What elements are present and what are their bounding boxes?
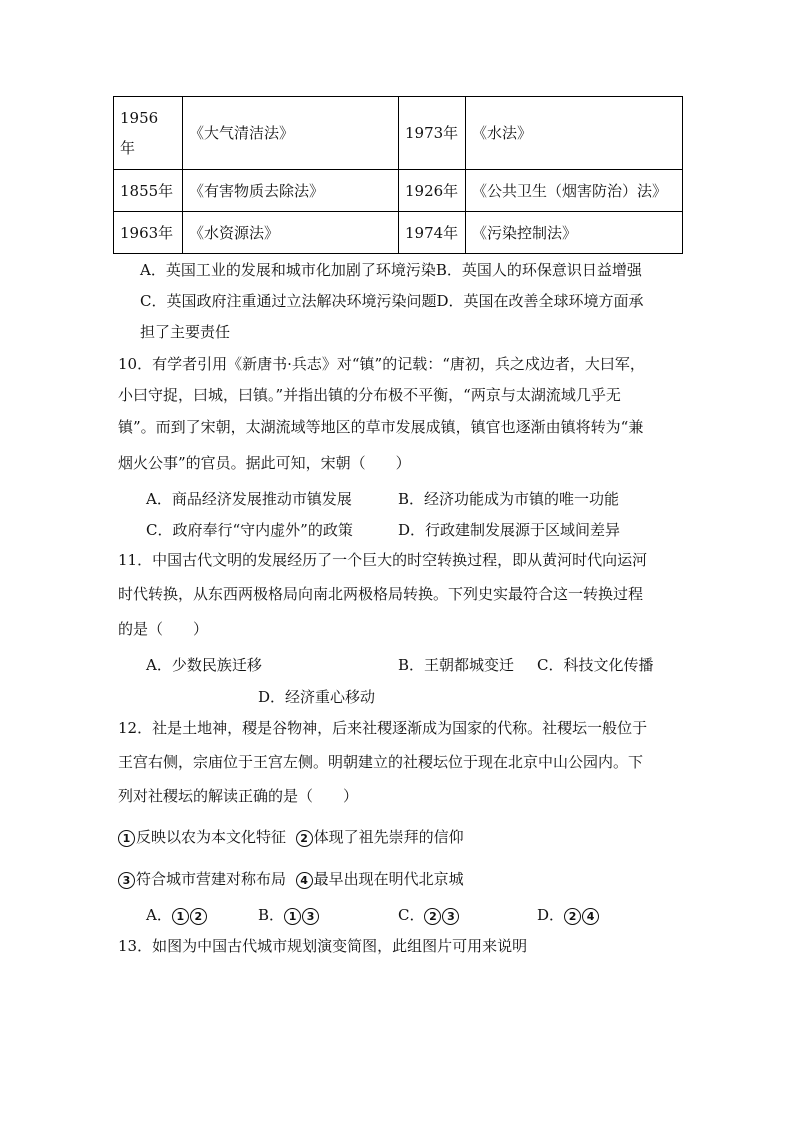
circled-number-1: 1 — [118, 830, 135, 847]
circled-number-2: 2 — [424, 908, 441, 925]
table-cell-law: 《水资源法》 — [183, 212, 399, 254]
q9-option-cd: C．英国政府注重通过立法解决环境污染问题D．英国在改善全球环境方面承 — [140, 292, 644, 310]
q11-option-c: C．科技文化传播 — [537, 656, 654, 674]
table-row — [114, 170, 683, 212]
q11-stem-line3: 的是（ ） — [118, 620, 209, 638]
q12-statements-row1 — [118, 826, 464, 848]
q10-stem-line1: 10．有学者引用《新唐书·兵志》对“镇”的记载：“唐初，兵之戍边者，大曰军， — [118, 355, 645, 373]
q11-option-d: D．经济重心移动 — [258, 688, 376, 706]
table-cell-law: 《大气清洁法》 — [183, 97, 399, 170]
circled-number-1: 1 — [284, 908, 301, 925]
q12-option-c: C． 2 3 — [398, 904, 460, 926]
table-cell-year: 1855年 — [114, 170, 183, 212]
table-cell-year: 1956年 — [114, 97, 183, 170]
q12-option-d: D． 2 4 — [537, 904, 600, 926]
q12-stem-line3: 列对社稷坛的解读正确的是（ ） — [118, 787, 359, 805]
q10-option-c: C．政府奉行“守内虚外”的政策 — [146, 521, 353, 539]
q12-statement-1: 反映以农为本文化特征 — [136, 828, 287, 846]
q12-statement-2: 体现了祖先崇拜的信仰 — [313, 828, 464, 846]
q11-stem-line2: 时代转换，从东西两极格局向南北两极格局转换。下列史实最符合这一转换过程 — [118, 585, 644, 603]
laws-table — [113, 96, 683, 254]
q9-option-ab: A．英国工业的发展和城市化加剧了环境污染B．英国人的环保意识日益增强 — [140, 261, 642, 279]
circled-number-3: 3 — [302, 908, 319, 925]
q12-option-a: A． 1 2 — [146, 904, 208, 926]
circled-number-3: 3 — [118, 872, 135, 889]
q10-option-b: B．经济功能成为市镇的唯一功能 — [398, 490, 620, 508]
q11-option-a: A．少数民族迁移 — [146, 656, 262, 674]
q11-stem-line1: 11．中国古代文明的发展经历了一个巨大的时空转换过程，即从黄河时代向运河 — [118, 551, 648, 569]
table-cell-year: 1973年 — [399, 97, 466, 170]
q10-stem-line4: 烟火公事”的官员。据此可知，宋朝（ ） — [118, 454, 411, 472]
circled-number-4: 4 — [296, 872, 313, 889]
q12-stem-line1: 12．社是土地神，稷是谷物神，后来社稷逐渐成为国家的代称。社稷坛一般位于 — [118, 719, 648, 737]
q11-option-b: B．王朝都城变迁 — [398, 656, 515, 674]
q10-option-d: D．行政建制发展源于区域间差异 — [398, 521, 621, 539]
q9-option-cd-cont: 担了主要责任 — [140, 323, 231, 341]
q12-statements-row2 — [118, 868, 464, 890]
q12-statement-3: 符合城市营建对称布局 — [136, 870, 287, 888]
table-cell-law: 《公共卫生（烟害防治）法》 — [466, 170, 683, 212]
circled-number-2: 2 — [296, 830, 313, 847]
table-row — [114, 97, 683, 170]
table-cell-year: 1963年 — [114, 212, 183, 254]
q12-statement-4: 最早出现在明代北京城 — [313, 870, 464, 888]
table-cell-law: 《有害物质去除法》 — [183, 170, 399, 212]
table-cell-law: 《污染控制法》 — [466, 212, 683, 254]
table-row — [114, 212, 683, 254]
circled-number-1: 1 — [172, 908, 189, 925]
q10-stem-line2: 小曰守捉，曰城，曰镇。”并指出镇的分布极不平衡，“两京与太湖流域几乎无 — [118, 386, 621, 404]
table-cell-year: 1974年 — [399, 212, 466, 254]
q12-stem-line2: 王宫右侧，宗庙位于王宫左侧。明朝建立的社稷坛位于现在北京中山公园内。下 — [118, 753, 644, 771]
q12-option-b: B． 1 3 — [258, 904, 320, 926]
table-cell-year: 1926年 — [399, 170, 466, 212]
circled-number-2: 2 — [190, 908, 207, 925]
q10-stem-line3: 镇”。而到了宋朝，太湖流域等地区的草市发展成镇，镇官也逐渐由镇将转为“兼 — [118, 418, 644, 436]
q13-stem-line1: 13．如图为中国古代城市规划演变简图，此组图片可用来说明 — [118, 937, 528, 955]
circled-number-2: 2 — [564, 908, 581, 925]
circled-number-3: 3 — [442, 908, 459, 925]
table-cell-law: 《水法》 — [466, 97, 683, 170]
q10-option-a: A．商品经济发展推动市镇发展 — [146, 490, 352, 508]
circled-number-4: 4 — [582, 908, 599, 925]
